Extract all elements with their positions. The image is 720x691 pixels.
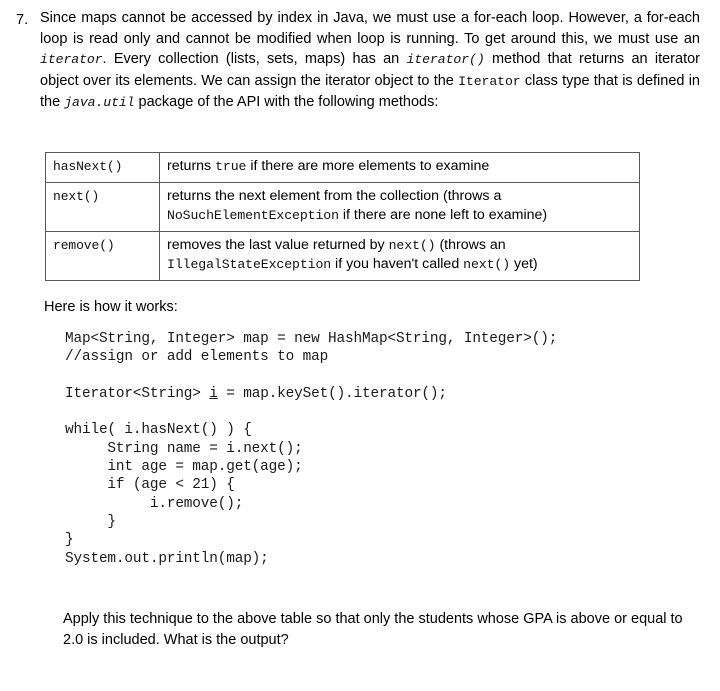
question-item-7 <box>0 8 712 114</box>
inline-code-iterator: iterator <box>40 52 103 68</box>
table-cell-method-description <box>160 182 640 231</box>
table-cell-method-name <box>46 153 160 183</box>
table-cell-method-name <box>46 231 160 280</box>
paragraph-text-3: method that returns an iterator object over its elements. We can assign the iterator object to the <box>40 51 700 89</box>
table-cell-method-description <box>160 153 640 183</box>
inline-code-true: true <box>215 159 247 174</box>
desc-text-2: if there are more elements to examine <box>246 158 490 174</box>
code-line-13: System.out.println(map); <box>65 550 269 567</box>
list-number: 7. <box>16 12 29 28</box>
iterator-methods-table <box>45 152 640 281</box>
desc-text-1: returns the next element from the collection (throws a <box>167 187 502 204</box>
inline-code-next-1: next() <box>388 237 436 253</box>
method-name-remove: remove() <box>53 237 115 253</box>
table-row <box>46 182 640 231</box>
method-name-next: next() <box>53 188 100 204</box>
code-line-7: String name = i.next(); <box>65 440 303 457</box>
inline-code-nosuchelementexception: NoSuchElementException <box>167 208 339 223</box>
inline-code-next-2: next() <box>463 257 511 272</box>
code-line-11: } <box>65 513 116 530</box>
paragraph-text-5: package of the API with the following methods: <box>134 94 439 111</box>
desc-text-2: (throws an <box>435 236 506 253</box>
code-line-6: while( i.hasNext() ) { <box>65 422 252 439</box>
paragraph-text-1: Since maps cannot be accessed by index in Java, we must use a for-each loop. However, a for-each loop is read only and cannot be modified when loop is running. To get around this, we must use an <box>40 10 700 47</box>
code-line-9: if (age < 21) { <box>65 477 235 494</box>
code-line-2: //assign or add elements to map <box>65 349 329 366</box>
desc-text-2: if there are none left to examine) <box>338 207 548 223</box>
code-line-4-suffix: = map.keySet().iterator(); <box>217 385 447 402</box>
method-name-hasnext: hasNext() <box>53 159 123 174</box>
table-cell-method-name <box>46 182 160 231</box>
desc-text-1: returns <box>167 158 216 174</box>
table-row <box>46 153 640 183</box>
table-row <box>46 231 640 280</box>
paragraph-text-4: class type that is defined in the <box>40 72 700 111</box>
desc-text-3: if you haven't called <box>331 256 464 272</box>
code-line-4-prefix: Iterator<String> <box>65 385 210 402</box>
inline-code-illegalstateexception: IllegalStateException <box>167 257 332 272</box>
inline-code-java-util: java.util <box>64 95 135 111</box>
code-variable-i: i <box>209 385 218 402</box>
code-line-1: Map<String, Integer> map = new HashMap<String, Integer>(); <box>65 331 558 347</box>
iterator-methods-table-container <box>45 152 613 281</box>
paragraph-text-2: . Every collection (lists, sets, maps) has an <box>102 51 407 68</box>
desc-text-4: yet) <box>510 256 538 272</box>
question-paragraph <box>40 8 700 114</box>
how-it-works-label: Here is how it works: <box>44 299 178 315</box>
code-line-10: i.remove(); <box>65 495 244 512</box>
table-cell-method-description <box>160 231 640 280</box>
desc-text-1: removes the last value returned by <box>167 236 389 253</box>
question-body <box>40 8 700 114</box>
code-line-8: int age = map.get(age); <box>65 459 303 476</box>
inline-code-iterator-method: iterator() <box>406 52 485 68</box>
inline-code-iterator-class: Iterator <box>458 73 521 89</box>
java-code-sample <box>65 330 685 568</box>
code-line-12: } <box>65 532 74 549</box>
closing-instruction-paragraph: Apply this technique to the above table so that only the students whose GPA is above or equal to 2.0 is included. What is the output? <box>63 611 683 648</box>
